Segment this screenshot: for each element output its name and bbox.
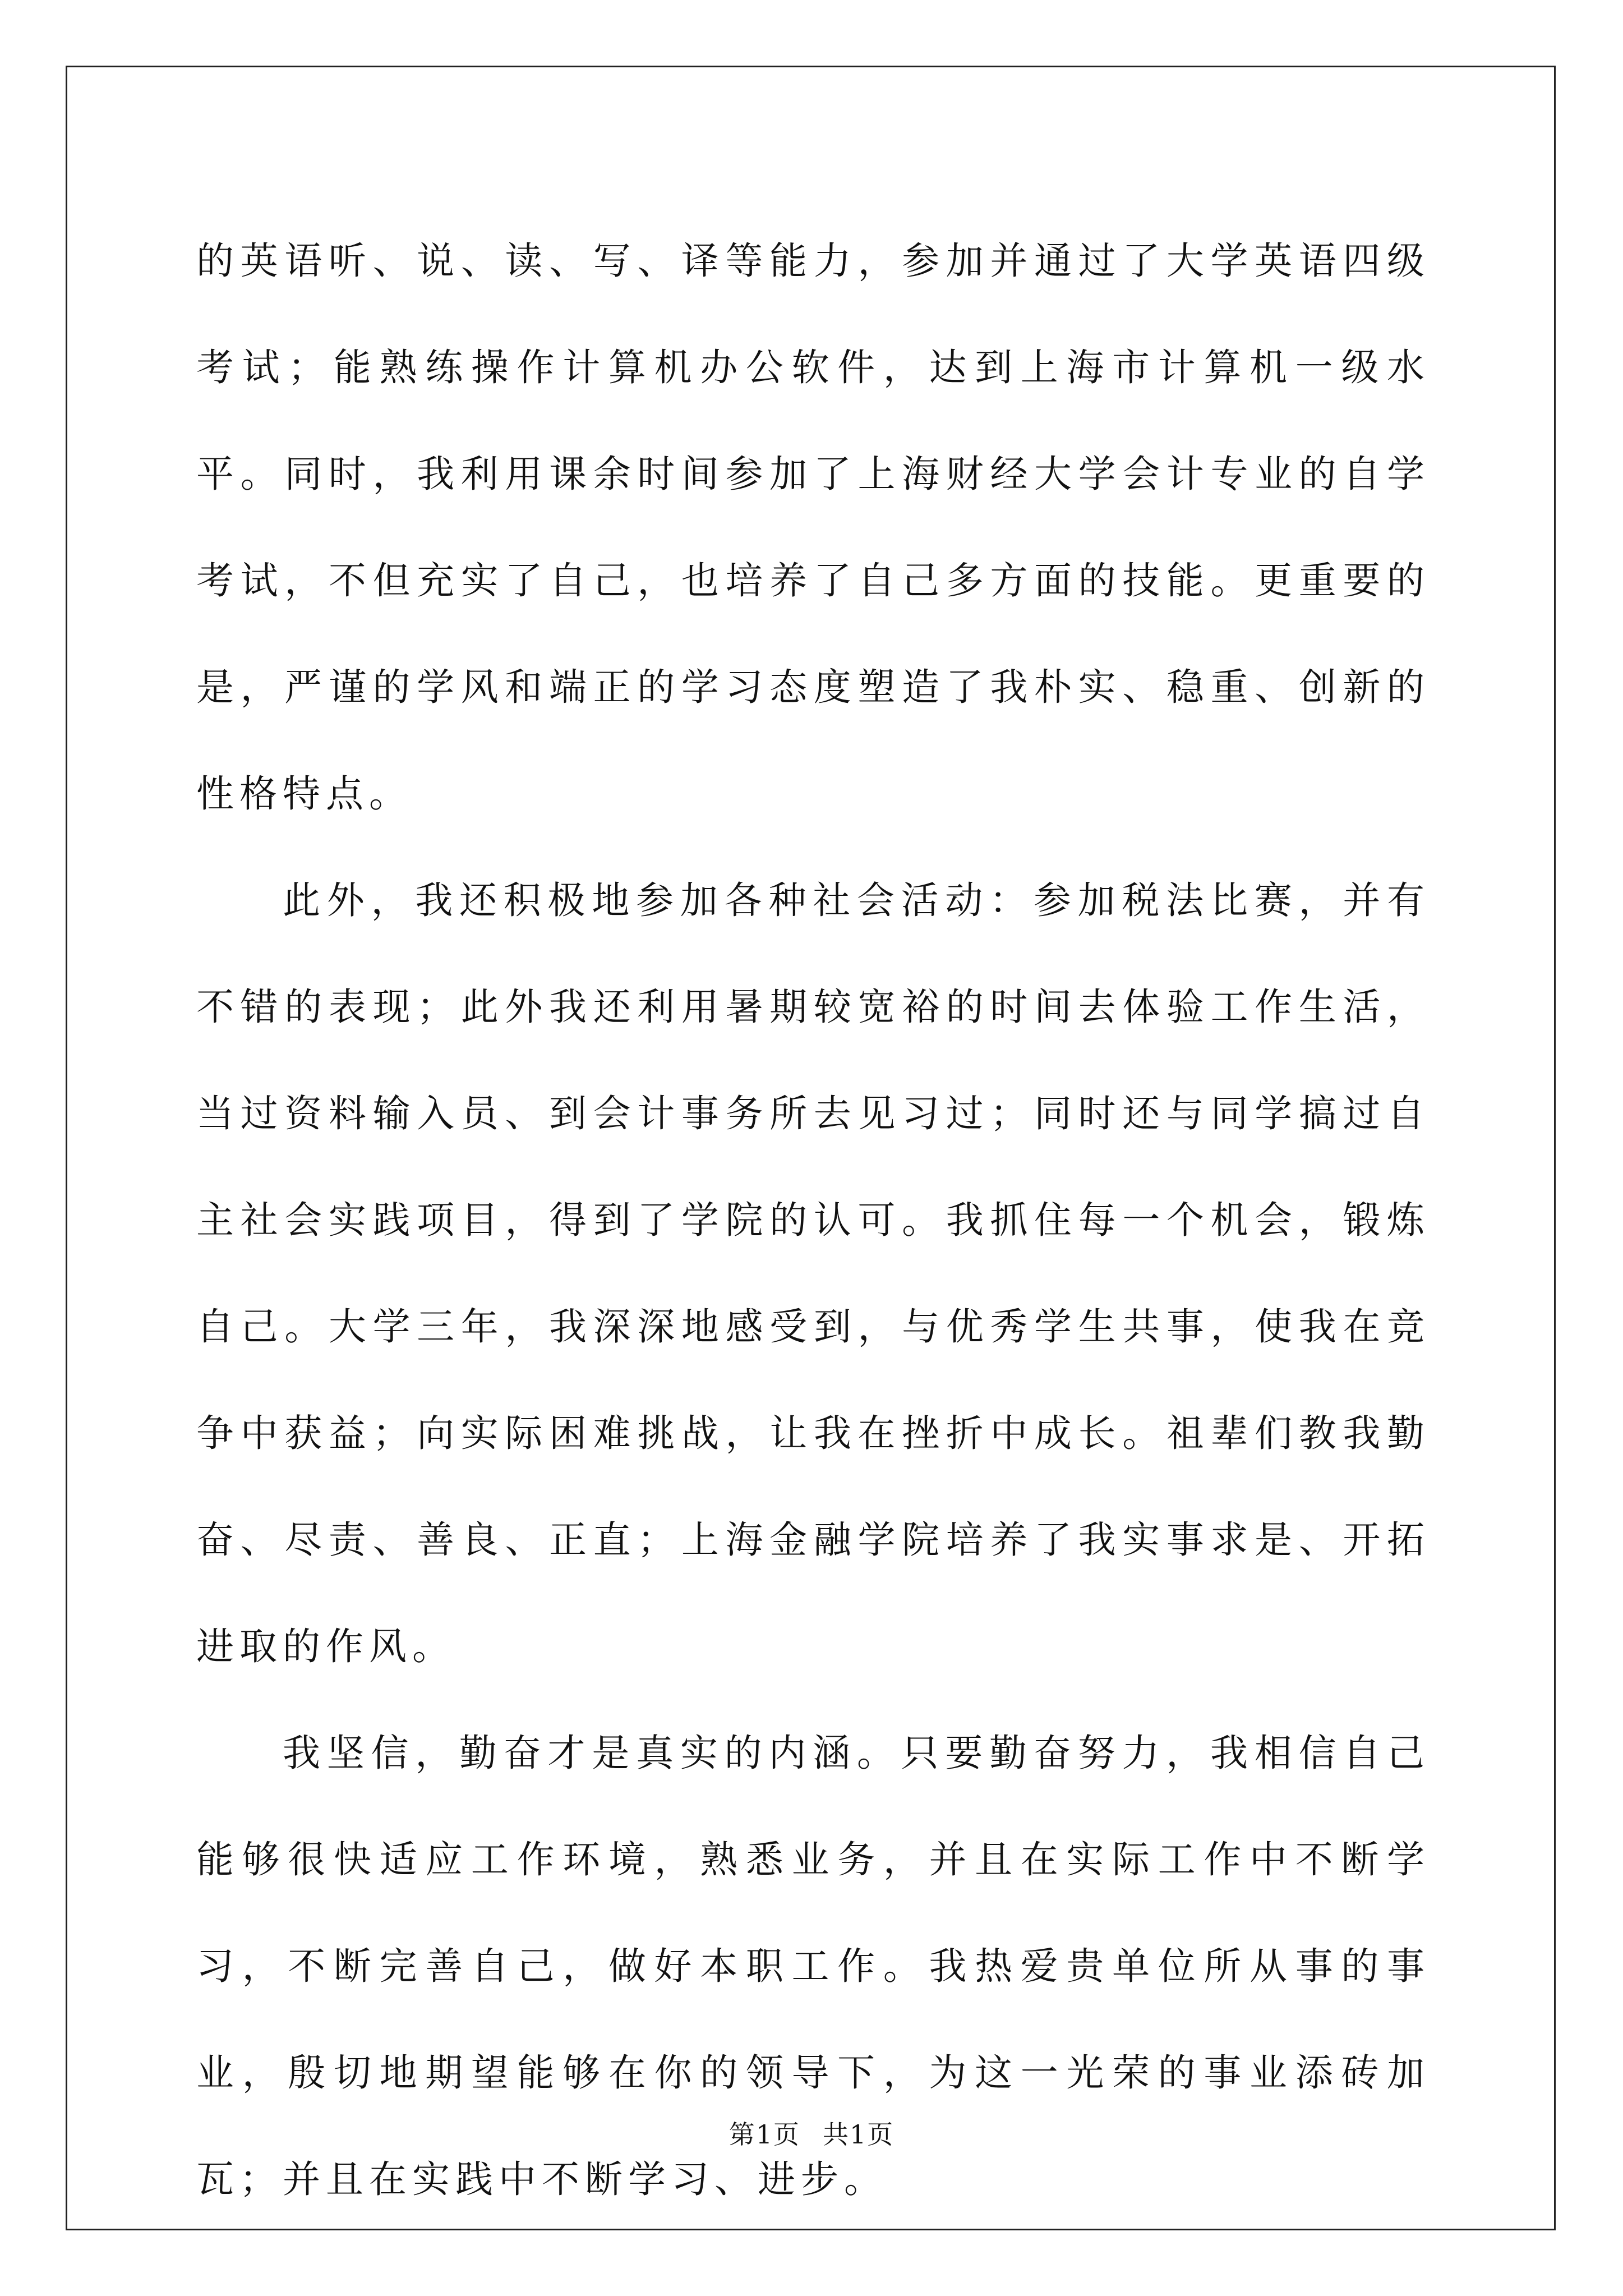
paragraph-3: 我坚信，勤奋才是真实的内涵。只要勤奋努力，我相信自己能够很快适应工作环境，熟悉业务，并且在实际工作中不断学习，不断完善自己，做好本职工作。我热爱贵单位所从事的事业，殷切地期望能够在你的领导下，为这一光荣的事业添砖加瓦；并且在实践中不断学习、进步。 — [196, 1731, 1430, 2201]
document-body — [196, 208, 1430, 2233]
page-footer — [0, 2118, 1623, 2151]
page-total: 共1页 — [823, 2119, 895, 2150]
paragraph-1: 的英语听、说、读、写、译等能力，参加并通过了大学英语四级考试；能熟练操作计算机办公软件，达到上海市计算机一级水平。同时，我利用课余时间参加了上海财经大学会计专业的自学考试，不但充实了自己，也培养了自己多方面的技能。更重要的是，严谨的学风和端正的学习态度塑造了我朴实、稳重、创新的性格特点。 — [196, 239, 1430, 816]
page-number: 第1页 — [728, 2119, 800, 2150]
paragraph-2: 此外，我还积极地参加各种社会活动：参加税法比赛，并有不错的表现；此外我还利用暑期较宽裕的时间去体验工作生活，当过资料输入员、到会计事务所去见习过；同时还与同学搞过自主社会实践项目，得到了学院的认可。我抓住每一个机会，锻炼自己。大学三年，我深深地感受到，与优秀学生共事，使我在竞争中获益；向实际困难挑战，让我在挫折中成长。祖辈们教我勤奋、尽责、善良、正直；上海金融学院培养了我实事求是、开拓进取的作风。 — [196, 878, 1430, 1668]
